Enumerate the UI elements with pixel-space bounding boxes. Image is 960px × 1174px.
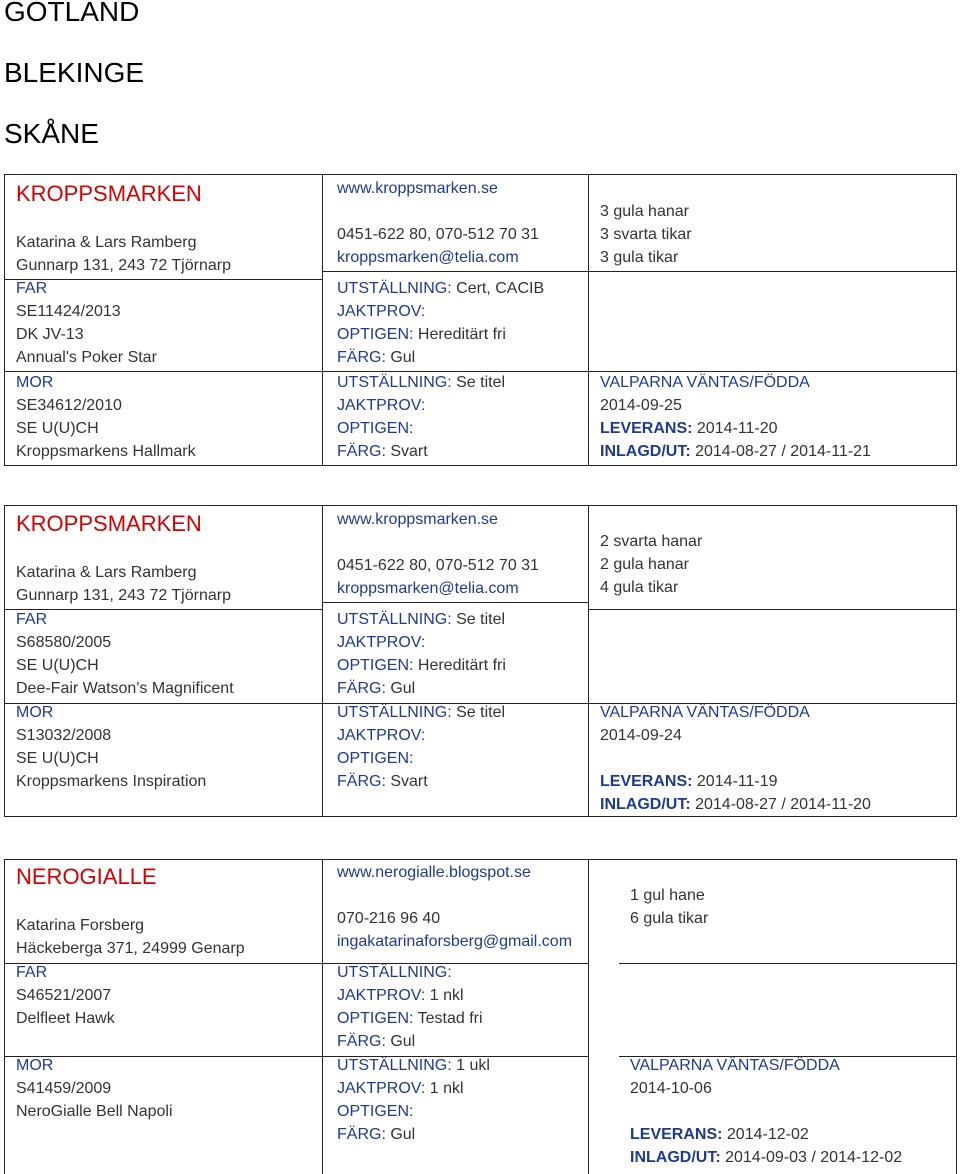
contact-column <box>323 860 589 1174</box>
contact-column <box>323 175 589 465</box>
merit-value: Gul <box>385 1033 416 1050</box>
posted-dates <box>630 1148 902 1168</box>
posted-dates <box>600 795 871 815</box>
delivery-value: 2014-12-02 <box>722 1126 809 1143</box>
far-label: FAR <box>16 280 48 297</box>
phone-number: 0451-622 80, 070-512 70 31 <box>337 226 539 243</box>
delivery-label: LEVERANS: <box>630 1126 723 1143</box>
merit-label: FÄRG: <box>337 443 386 460</box>
puppy-count: 1 gul hane <box>630 887 705 904</box>
posted-label: INLAGD/UT: <box>600 443 691 460</box>
merit-label: JAKTPROV: <box>337 397 426 414</box>
merit-label: JAKTPROV: <box>337 987 426 1004</box>
litter-card <box>4 859 957 1174</box>
birth-date: 2014-09-25 <box>600 397 682 414</box>
litter-column <box>589 506 956 816</box>
region-heading-skane: SKÅNE <box>4 118 99 149</box>
mor-merit-color <box>337 442 428 462</box>
merit-value: 1 nkl <box>425 1080 464 1097</box>
divider <box>5 609 322 610</box>
posted-label: INLAGD/UT: <box>600 796 691 813</box>
far-merit-optigen <box>337 325 506 345</box>
far-title: SE U(U)CH <box>16 657 99 674</box>
email-link[interactable]: kroppsmarken@telia.com <box>337 580 519 597</box>
merit-value: Testad fri <box>413 1010 483 1027</box>
divider <box>589 609 956 610</box>
far-reg-number: S46521/2007 <box>16 987 112 1004</box>
mor-merit-show <box>337 1056 490 1076</box>
posted-value: 2014-09-03 / 2014-12-02 <box>720 1149 903 1166</box>
mor-name: NeroGialle Bell Napoli <box>16 1103 173 1120</box>
owner-address: Gunnarp 131, 243 72 Tjörnarp <box>16 587 231 604</box>
divider <box>323 602 588 603</box>
merit-label: FÄRG: <box>337 349 386 366</box>
litter-column <box>619 860 956 1174</box>
puppy-count: 3 gula tikar <box>600 249 679 266</box>
far-merit-optigen <box>337 656 506 676</box>
merit-value: Hereditärt fri <box>413 657 506 674</box>
far-merit-hunt <box>337 986 464 1006</box>
divider <box>323 371 588 372</box>
far-merit-color <box>337 348 415 368</box>
merit-label: FÄRG: <box>337 680 386 697</box>
mor-merit-hunt <box>337 396 425 416</box>
merit-value: Svart <box>385 443 428 460</box>
far-merit-optigen <box>337 1009 483 1029</box>
litter-card <box>4 174 957 466</box>
divider <box>589 271 956 272</box>
puppy-count: 6 gula tikar <box>630 910 709 927</box>
mor-name: Kroppsmarkens Inspiration <box>16 773 207 790</box>
birth-date: 2014-09-24 <box>600 727 682 744</box>
delivery-date <box>630 1125 809 1145</box>
mor-name: Kroppsmarkens Hallmark <box>16 443 196 460</box>
merit-value: Gul <box>385 680 416 697</box>
email-link[interactable]: kroppsmarken@telia.com <box>337 249 519 266</box>
merit-value: Gul <box>385 1126 416 1143</box>
puppy-count: 3 gula hanar <box>600 203 689 220</box>
kennel-name: KROPPSMARKEN <box>16 181 202 206</box>
kennel-name: NEROGIALLE <box>16 864 157 889</box>
region-heading-blekinge: BLEKINGE <box>4 57 145 88</box>
divider <box>589 371 956 372</box>
merit-label: UTSTÄLLNING: <box>337 704 452 721</box>
website-link[interactable]: www.kroppsmarken.se <box>337 180 498 197</box>
far-merit-hunt <box>337 302 425 322</box>
delivery-value: 2014-11-19 <box>692 773 778 790</box>
far-name: Delfleet Hawk <box>16 1010 115 1027</box>
owner-names: Katarina & Lars Ramberg <box>16 234 197 251</box>
merit-value: Gul <box>385 349 416 366</box>
merit-value: 1 nkl <box>425 987 464 1004</box>
posted-label: INLAGD/UT: <box>630 1149 721 1166</box>
mor-merit-show <box>337 373 505 393</box>
breeder-column <box>5 860 323 1174</box>
merit-label: UTSTÄLLNING: <box>337 374 452 391</box>
puppy-count: 2 gula hanar <box>600 556 689 573</box>
posted-value: 2014-08-27 / 2014-11-21 <box>690 443 871 460</box>
merit-value: Se titel <box>451 374 506 391</box>
far-merit-show <box>337 963 452 983</box>
divider <box>619 963 956 964</box>
merit-label: OPTIGEN: <box>337 326 414 343</box>
far-merit-show <box>337 279 544 299</box>
far-merit-hunt <box>337 633 425 653</box>
mor-label: MOR <box>16 1057 54 1074</box>
phone-number: 070-216 96 40 <box>337 910 441 927</box>
far-merit-show <box>337 610 505 630</box>
breeder-column <box>5 506 323 816</box>
mor-merit-optigen <box>337 1102 413 1122</box>
merit-label: OPTIGEN: <box>337 750 414 767</box>
delivery-label: LEVERANS: <box>600 773 693 790</box>
merit-label: FÄRG: <box>337 773 386 790</box>
far-name: Dee-Fair Watson's Magnificent <box>16 680 234 697</box>
far-merit-color <box>337 1032 415 1052</box>
email-link[interactable]: ingakatarinaforsberg@gmail.com <box>337 933 573 950</box>
merit-label: UTSTÄLLNING: <box>337 611 452 628</box>
delivery-value: 2014-11-20 <box>692 420 778 437</box>
website-link[interactable]: www.nerogialle.blogspot.se <box>337 864 531 881</box>
merit-label: JAKTPROV: <box>337 727 426 744</box>
mor-label: MOR <box>16 374 54 391</box>
merit-label: UTSTÄLLNING: <box>337 280 452 297</box>
owner-names: Katarina Forsberg <box>16 917 145 934</box>
delivery-date <box>600 419 778 439</box>
merit-value: Se titel <box>451 611 506 628</box>
mor-reg-number: S41459/2009 <box>16 1080 112 1097</box>
merit-label: OPTIGEN: <box>337 1103 414 1120</box>
owner-address: Gunnarp 131, 243 72 Tjörnarp <box>16 257 231 274</box>
mor-label: MOR <box>16 704 54 721</box>
merit-label: JAKTPROV: <box>337 1080 426 1097</box>
divider <box>5 279 322 280</box>
merit-value: Se titel <box>451 704 506 721</box>
mor-title: SE U(U)CH <box>16 750 99 767</box>
merit-value: Hereditärt fri <box>413 326 506 343</box>
mor-merit-hunt <box>337 726 425 746</box>
mor-reg-number: S13032/2008 <box>16 727 112 744</box>
mor-reg-number: SE34612/2010 <box>16 397 122 414</box>
mor-merit-hunt <box>337 1079 464 1099</box>
website-link[interactable]: www.kroppsmarken.se <box>337 511 498 528</box>
merit-value: Svart <box>385 773 428 790</box>
posted-dates <box>600 442 871 462</box>
far-label: FAR <box>16 611 48 628</box>
litter-card <box>4 505 957 817</box>
far-label: FAR <box>16 964 48 981</box>
far-reg-number: SE11424/2013 <box>16 303 121 320</box>
breeder-column <box>5 175 323 465</box>
merit-label: OPTIGEN: <box>337 420 414 437</box>
mor-merit-show <box>337 703 505 723</box>
merit-value: 1 ukl <box>451 1057 490 1074</box>
phone-number: 0451-622 80, 070-512 70 31 <box>337 557 539 574</box>
merit-label: OPTIGEN: <box>337 1010 414 1027</box>
far-title: DK JV-13 <box>16 326 84 343</box>
delivery-date <box>600 772 778 792</box>
merit-label: JAKTPROV: <box>337 634 426 651</box>
litter-column <box>589 175 956 465</box>
litter-status: VALPARNA VÄNTAS/FÖDDA <box>600 374 810 391</box>
merit-label: JAKTPROV: <box>337 303 426 320</box>
divider <box>5 963 322 964</box>
birth-date: 2014-10-06 <box>630 1080 712 1097</box>
owner-address: Häckeberga 371, 24999 Genarp <box>16 940 245 957</box>
mor-merit-optigen <box>337 749 413 769</box>
puppy-count: 4 gula tikar <box>600 579 679 596</box>
litter-status: VALPARNA VÄNTAS/FÖDDA <box>630 1057 840 1074</box>
mor-merit-color <box>337 772 428 792</box>
divider <box>323 271 588 272</box>
merit-label: FÄRG: <box>337 1033 386 1050</box>
merit-label: OPTIGEN: <box>337 657 414 674</box>
owner-names: Katarina & Lars Ramberg <box>16 564 197 581</box>
delivery-label: LEVERANS: <box>600 420 693 437</box>
mor-merit-optigen <box>337 419 413 439</box>
posted-value: 2014-08-27 / 2014-11-20 <box>690 796 871 813</box>
mor-merit-color <box>337 1125 415 1145</box>
puppy-count: 3 svarta tikar <box>600 226 692 243</box>
contact-column <box>323 506 589 816</box>
kennel-name: KROPPSMARKEN <box>16 511 202 536</box>
merit-label: UTSTÄLLNING: <box>337 1057 452 1074</box>
puppy-count: 2 svarta hanar <box>600 533 703 550</box>
far-merit-color <box>337 679 415 699</box>
litter-status: VALPARNA VÄNTAS/FÖDDA <box>600 704 810 721</box>
far-name: Annual's Poker Star <box>16 349 157 366</box>
merit-value: Cert, CACIB <box>451 280 545 297</box>
mor-title: SE U(U)CH <box>16 420 99 437</box>
divider <box>5 371 322 372</box>
region-heading-gotland: GOTLAND <box>4 0 140 27</box>
far-reg-number: S68580/2005 <box>16 634 112 651</box>
merit-label: FÄRG: <box>337 1126 386 1143</box>
merit-label: UTSTÄLLNING: <box>337 964 452 981</box>
